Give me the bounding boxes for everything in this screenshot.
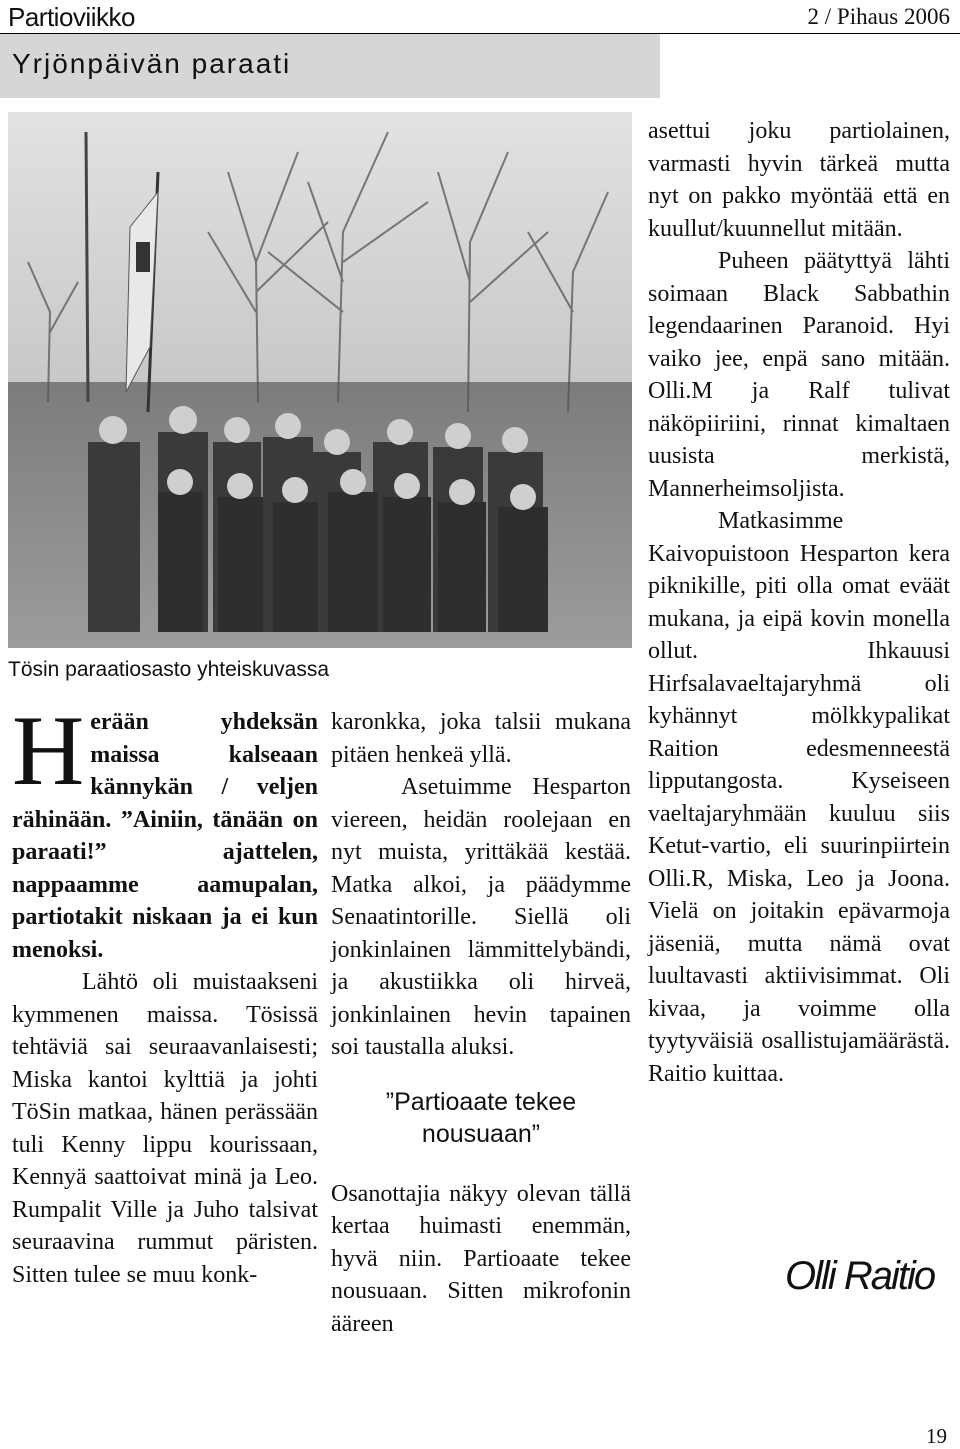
author-signature: Olli Raitio xyxy=(785,1254,935,1298)
drop-cap: H xyxy=(12,695,85,806)
magazine-name: Partioviikko xyxy=(8,2,135,32)
body-paragraph: karonkka, joka talsii mukana pitäen henkeä yllä. xyxy=(331,709,631,768)
title-bar xyxy=(0,34,660,98)
body-paragraph: asettui joku partiolainen, varmasti hyvin tärkeä mutta nyt on pakko myöntää että en kuullut/kuunnellut mitään. xyxy=(648,118,950,242)
lead-text: erään yhdeksän maissa kalseaan kännykän / veljen rähinään. ”Ainiin, tänään on paraati!” ajattelen, nappaamme aamupalan, partiotakit niskaan ja ei kun menoksi. xyxy=(12,709,318,963)
article-title: Yrjönpäivän paraati xyxy=(12,48,292,79)
text-column-3 xyxy=(648,115,950,1090)
text-column-1 xyxy=(12,695,318,1291)
photo-caption: Tösin paraatiosasto yhteiskuvassa xyxy=(8,658,329,681)
text-column-2 xyxy=(331,706,631,1340)
body-paragraph: Lähtö oli muistaakseni kymmenen maissa. Tösissä tehtäviä sai seuraavanlaisesti; Miska kantoi kylttiä ja johti TöSin matkaa, hänen perässään tuli Kenny lippu kourissaan, Kennyä saattoivat minä ja Leo. Rumpalit Ville ja Juho talsivat seuraavina rummut päristen. Sitten tulee se muu konk- xyxy=(12,969,318,1288)
page-number: 19 xyxy=(926,1424,947,1448)
body-paragraph: Osanottajia näkyy olevan tällä kertaa huimasti enemmän, hyvä niin. Partioaate tekee nousuaan. Sitten mikrofonin ääreen xyxy=(331,1180,631,1337)
body-paragraph: Matkasimme Kaivopuistoon Hesparton kera piknikille, piti olla omat eväät mukana, ja eipä kovin monella ollut. Ihkauusi Hirfsalavaeltajaryhmä oli kyhännyt mölkkypalikat Raition edesmenneestä lipputangosta. Kyseiseen vaeltajaryhmään kuuluu siis Ketut-vartio, eli suurinpiirtein Olli.R, Miska, Leo ja Joona. Vielä on joitakin epävarmoja jäseniä, mutta nämä ovat luultavasti aktiivisimmat. Oli kivaa, ja voimme olla tyytyväisiä osallistujamäärästä. Raitio kuittaa. xyxy=(648,508,950,1087)
lead-paragraph xyxy=(12,695,318,966)
issue-label: 2 / Pihaus 2006 xyxy=(807,4,950,29)
body-paragraph: Asetuimme Hesparton viereen, heidän roolejaan en nyt muista, yrittäkää kestää. Matka alkoi, ja päädymme Senaatintorille. Siellä oli jonkinlainen lämmittelybändi, ja akustiikka oli hirveä, jonkinlainen hevin tapainen soi taustalla aluksi. xyxy=(331,774,631,1060)
group-photo xyxy=(8,112,632,648)
group-photo-image xyxy=(8,112,632,648)
pull-quote: ”Partioaate tekee nousuaan” xyxy=(385,1087,577,1148)
body-paragraph: Puheen päätyttyä lähti soimaan Black Sabbathin legendaarinen Paranoid. Hyi vaiko jee, enpä sano mitään. Olli.M ja Ralf tulivat näköpiiriini, rinnat kimaltaen uusista merkistä, Mannerheimsoljista. xyxy=(648,248,950,502)
